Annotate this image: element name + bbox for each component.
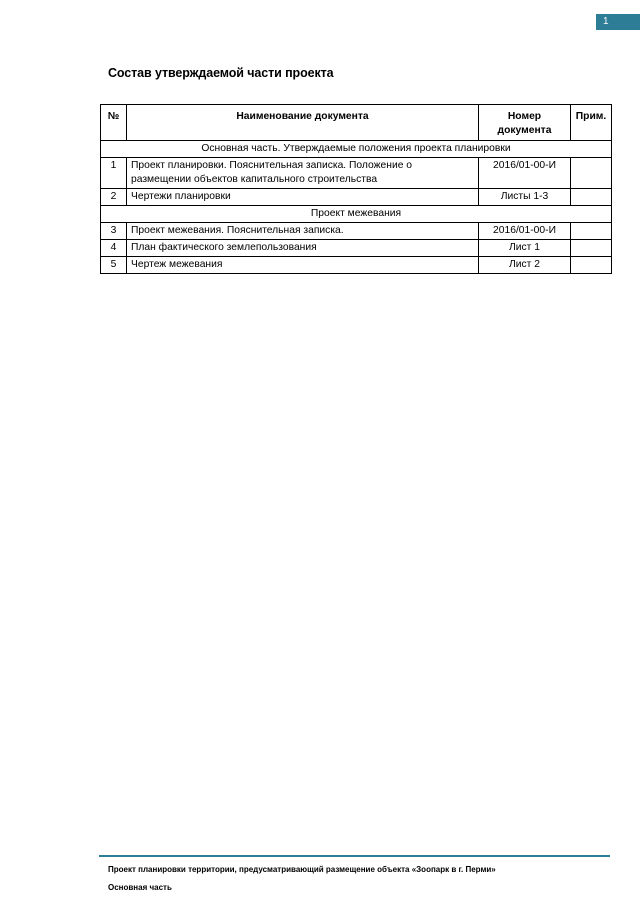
header-note: Прим.: [571, 105, 612, 141]
row-name: Чертеж межевания: [127, 257, 479, 274]
footer-divider: [99, 855, 610, 857]
row-code: 2016/01-00-И: [479, 158, 571, 189]
row-note: [571, 223, 612, 240]
row-num: 4: [101, 240, 127, 257]
footer-section-name: Основная часть: [108, 883, 172, 892]
table-row: [101, 158, 612, 189]
row-code: Листы 1-3: [479, 189, 571, 206]
section-title: Проект межевания: [101, 206, 612, 223]
header-name: Наименование документа: [127, 105, 479, 141]
section-row: [101, 206, 612, 223]
header-code: Номер документа: [479, 105, 571, 141]
document-title: Состав утверждаемой части проекта: [108, 66, 334, 80]
table-row: [101, 240, 612, 257]
row-num: 2: [101, 189, 127, 206]
row-name: План фактического землепользования: [127, 240, 479, 257]
row-num: 5: [101, 257, 127, 274]
table-row: [101, 257, 612, 274]
table-row: [101, 223, 612, 240]
table-row: [101, 189, 612, 206]
row-note: [571, 158, 612, 189]
row-note: [571, 240, 612, 257]
row-note: [571, 257, 612, 274]
row-name: Проект планировки. Пояснительная записка. Положение о размещении объектов капитального строительства: [127, 158, 479, 189]
page-number-badge: 1: [596, 14, 640, 30]
row-name: Чертежи планировки: [127, 189, 479, 206]
row-num: 1: [101, 158, 127, 189]
row-name: Проект межевания. Пояснительная записка.: [127, 223, 479, 240]
row-code: Лист 2: [479, 257, 571, 274]
row-code: Лист 1: [479, 240, 571, 257]
documents-table: [100, 104, 612, 274]
table-header-row: [101, 105, 612, 141]
section-title: Основная часть. Утверждаемые положения проекта планировки: [101, 141, 612, 158]
row-note: [571, 189, 612, 206]
footer-project-title: Проект планировки территории, предусматривающий размещение объекта «Зоопарк в г. Перми»: [108, 865, 496, 874]
row-num: 3: [101, 223, 127, 240]
section-row: [101, 141, 612, 158]
row-code: 2016/01-00-И: [479, 223, 571, 240]
header-num: №: [101, 105, 127, 141]
